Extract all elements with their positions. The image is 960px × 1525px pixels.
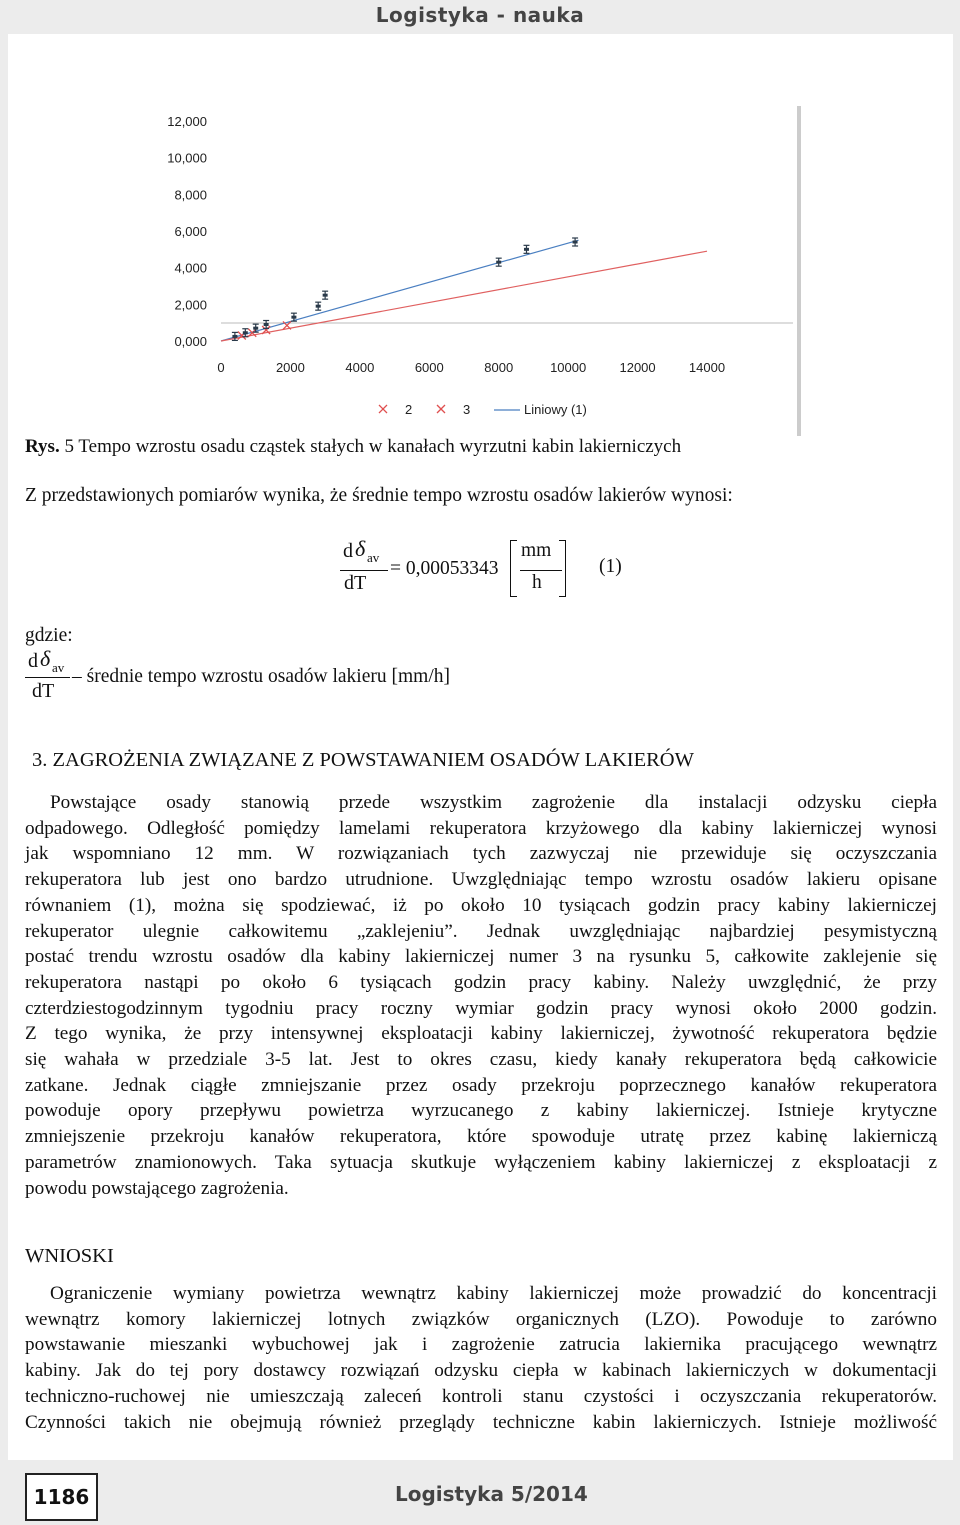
paragraph-line: parametrów znamionowych. Taka sytuacja skutkuje wyłączeniem kabiny lakierniczej z eksploatacji z	[25, 1151, 937, 1173]
errorbar-marker	[253, 327, 258, 330]
paragraph-line: Powstające osady stanowią przede wszystkim zagrożenie dla instalacji odzysku ciepła	[50, 792, 937, 813]
gdzie-label: gdzie:	[25, 625, 73, 646]
formula-num-d: d	[343, 540, 353, 562]
figure-caption	[25, 436, 681, 458]
errorbar-marker	[291, 316, 296, 319]
def-num-d: d	[28, 650, 38, 672]
x-tick-label: 4000	[345, 360, 375, 375]
paragraph-line: powodu powstającego zagrożenia.	[25, 1177, 289, 1199]
errorbar-marker	[524, 248, 529, 251]
legend-label: 3	[463, 402, 471, 417]
errorbar-marker	[232, 335, 237, 338]
x-tick-label: 8000	[484, 360, 514, 375]
intro-paragraph: Z przedstawionych pomiarów wynika, że średnie tempo wzrostu osadów lakierów wynosi:	[25, 485, 733, 506]
x-tick-label: 10000	[550, 360, 587, 375]
legend-label: 2	[405, 402, 413, 417]
paragraph-line: równaniem (1), można się spodziewać, iż po około 10 tysiącach godzin pracy kabiny lakierniczej	[25, 894, 937, 916]
paragraph-line: powoduje opory przepływu powietrza wyrzucanego z kabiny lakierniczej. Istnieje krytyczne	[25, 1100, 937, 1122]
page-number-box	[25, 1473, 98, 1521]
def-denominator: dT	[32, 680, 55, 702]
paragraph-line: powstawanie mieszanki wybuchowej jak i zagrożenie zatrucia lakiernika pracującego wewnątrz	[25, 1334, 937, 1356]
y-tick-label: 10,000	[167, 150, 207, 166]
errorbar-point	[322, 291, 328, 299]
journal-footer: Logistyka 5/2014	[395, 1482, 588, 1506]
def-delta: δ	[40, 646, 51, 671]
def-text: – średnie tempo wzrostu osadów lakieru [mm/h]	[72, 666, 450, 687]
y-tick-label: 6,000	[174, 224, 207, 239]
formula-unit-bar	[520, 570, 562, 571]
y-tick-label: 8,000	[174, 187, 207, 203]
x-tick-labels	[217, 360, 725, 375]
y-tick-labels	[167, 114, 207, 349]
scatter-chart	[137, 106, 797, 436]
equation-1	[335, 536, 635, 606]
formula-delta: δ	[355, 536, 366, 561]
paragraph-line: zatkane. Jednak ciągłe zmniejszanie przez osady przekroju poprzecznego kanałów rekuperatora	[25, 1074, 937, 1096]
equation-number: (1)	[599, 556, 622, 577]
paragraph-line: Ograniczenie wymiany powietrza wewnątrz kabiny lakierniczej może prowadzić do koncentracji	[50, 1283, 937, 1304]
paragraph-line: odpadowego. Odległość pomiędzy lamelami rekuperatora krzyżowego dla kabiny lakierniczej wynosi	[25, 817, 937, 839]
trend-line	[221, 240, 579, 341]
formula-fraction-bar	[340, 570, 388, 571]
y-tick-label: 12,000	[167, 114, 207, 129]
x-tick-label: 12000	[619, 360, 656, 375]
legend-item-linear	[494, 402, 587, 417]
paragraph-line: się wahała w przedziale 3-5 lat. Jest to okres czasu, kiedy kanały rekuperatora będą całkowicie	[25, 1049, 937, 1071]
errorbar-point	[315, 302, 321, 310]
paragraph-line: wewnątrz komory lakierniczej lotnych związków organicznych (LZO). Powoduje to zarówno	[25, 1308, 937, 1330]
paragraph-line: postać trendu wzrostu osadów dla kabiny lakierniczej numer 3 na rysunku 5, całkowite zaklejenie się	[25, 946, 937, 968]
paragraph-line: rekuperator ulegnie całkowitemu „zaklejeniu”. Jednak uwzględniając najbardziej pesymistyczną	[25, 920, 937, 942]
errorbar-marker	[323, 294, 328, 297]
x-tick-label: 6000	[414, 360, 444, 375]
symbol-definition	[25, 646, 625, 710]
y-tick-label: 0,000	[174, 334, 207, 349]
paragraph-line: czterdziestogodzinnym tygodniu pracy roczny wymiar godzin pracy wynosi około 2000 godzin.	[25, 997, 937, 1019]
journal-section-label: Logistyka - nauka	[375, 3, 585, 27]
formula-subscript: av	[367, 550, 380, 565]
paragraph-line: Z tego wynika, że przy intensywnej eksploatacji kabiny lakierniczej, żywotność rekuperatora będzie	[25, 1023, 937, 1045]
errorbar-marker	[243, 331, 248, 334]
conclusions-paragraph	[25, 1281, 937, 1435]
trend-line	[221, 251, 707, 341]
def-subscript: av	[52, 660, 65, 675]
formula-left-bracket	[510, 540, 517, 597]
paragraph-line: rekuperatora nastąpi po około 6 tysiącach godzin pracy kabiny. Należy uwzględnić, że przy	[25, 971, 937, 993]
paragraph-line: Czynności takich nie obejmują również przeglądy techniczne kabin lakierniczych. Istnieje możliwość	[25, 1411, 937, 1433]
formula-denominator: dT	[344, 572, 367, 594]
formula-value: = 0,00053343	[390, 558, 499, 579]
y-tick-label: 2,000	[174, 297, 207, 313]
legend-label: Liniowy (1)	[524, 402, 587, 417]
errorbar-point	[572, 238, 578, 246]
legend-item-2	[379, 402, 412, 417]
x-tick-label: 2000	[275, 360, 305, 375]
x-tick-label: 0	[217, 360, 225, 375]
paragraph-line: zmniejszenie przekroju kanałów rekuperatora, które spowoduje utratę przez kabinę lakierniczą	[25, 1126, 937, 1148]
errorbar-marker	[316, 305, 321, 308]
page-number: 1186	[33, 1485, 90, 1509]
errorbar-marker	[573, 241, 578, 244]
formula-unit-denominator: h	[532, 572, 542, 593]
chart-legend	[379, 402, 587, 417]
def-fraction-bar	[25, 677, 70, 678]
paragraph-line: jak wspomniano 12 mm. W rozwiązaniach tych zazwyczaj nie przewiduje się oczyszczania	[25, 843, 937, 865]
section-heading: 3. ZAGROŻENIA ZWIĄZANE Z POWSTAWANIEM OSADÓW LAKIERÓW	[32, 749, 694, 771]
paragraph-line: rekuperatora lub jest ono bardzo utrudnione. Uwzględniając tempo wzrostu osadów lakieru opisane	[25, 869, 937, 891]
errorbar-point	[523, 245, 529, 253]
paragraph-line: techniczno-ruchowej nie umieszczają zaleceń kontroli stanu czystości i oczyszczania rekuperatorów.	[25, 1385, 937, 1407]
trend-lines	[221, 240, 707, 341]
errorbar-point	[496, 258, 502, 266]
paragraph-line: kabiny. Jak do tej pory dostawcy rozwiązań odzysku ciepła w kabinach lakierniczych w dokumentacji	[25, 1360, 937, 1382]
section-paragraph	[25, 790, 937, 1201]
caption-label: Rys.	[25, 436, 60, 457]
running-header	[0, 0, 960, 34]
errorbar-marker	[264, 323, 269, 326]
errorbar-marker	[496, 261, 501, 264]
figure-chart	[137, 106, 797, 436]
x-tick-label: 14000	[688, 360, 726, 375]
legend-item-3	[437, 402, 470, 417]
y-tick-label: 4,000	[174, 260, 207, 276]
chart-frame-shadow	[797, 106, 801, 436]
formula-unit-numerator: mm	[521, 540, 552, 561]
caption-text: 5 Tempo wzrostu osadu cząstek stałych w kanałach wyrzutni kabin lakierniczych	[64, 436, 682, 457]
formula-right-bracket	[559, 540, 566, 597]
conclusions-heading: WNIOSKI	[25, 1245, 114, 1267]
